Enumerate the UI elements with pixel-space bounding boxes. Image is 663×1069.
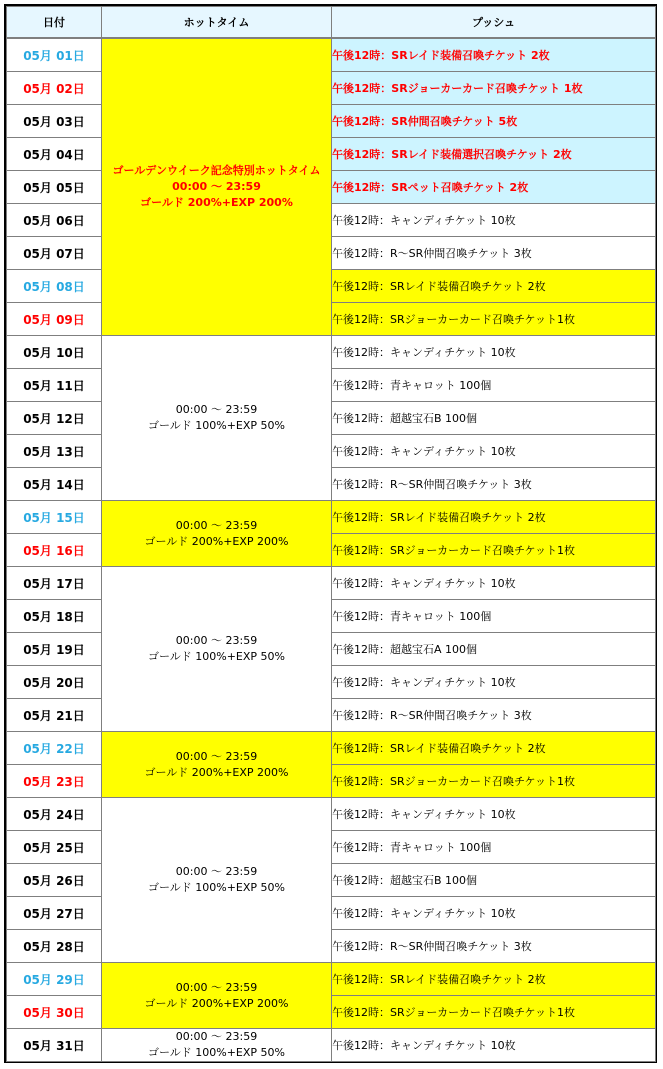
push-cell: 午後12時：R～SR仲間召喚チケット 3枚 <box>332 930 656 963</box>
header-push: プッシュ <box>332 7 656 39</box>
push-cell: 午後12時：超越宝石B 100個 <box>332 402 656 435</box>
date-cell: 05月 06日 <box>7 204 102 237</box>
hot-time-cell <box>102 38 332 336</box>
date-cell: 05月 25日 <box>7 831 102 864</box>
hot-time-line: ゴールド 200%+EXP 200% <box>144 996 289 1010</box>
date-cell: 05月 28日 <box>7 930 102 963</box>
push-cell: 午後12時：超越宝石B 100個 <box>332 864 656 897</box>
push-cell: 午後12時：青キャロット 100個 <box>332 600 656 633</box>
date-cell: 05月 30日 <box>7 996 102 1029</box>
push-cell: 午後12時：キャンディチケット 10枚 <box>332 897 656 930</box>
date-cell: 05月 02日 <box>7 72 102 105</box>
hot-time-cell <box>102 963 332 1029</box>
table-row <box>7 732 656 765</box>
hot-time-line: 00:00 ～ 23:59 <box>175 403 258 416</box>
date-cell: 05月 26日 <box>7 864 102 897</box>
date-cell: 05月 22日 <box>7 732 102 765</box>
hot-time-cell <box>102 336 332 501</box>
hot-time-line: ゴールド 100%+EXP 50% <box>147 650 285 663</box>
date-cell: 05月 01日 <box>7 38 102 72</box>
hot-time-line: ゴールド 100%+EXP 50% <box>147 419 285 432</box>
table-row <box>7 567 656 600</box>
date-cell: 05月 04日 <box>7 138 102 171</box>
push-cell: 午後12時：キャンディチケット 10枚 <box>332 567 656 600</box>
table-row <box>7 336 656 369</box>
date-cell: 05月 20日 <box>7 666 102 699</box>
hot-time-line: ゴールド 200%+EXP 200% <box>144 534 289 548</box>
date-cell: 05月 15日 <box>7 501 102 534</box>
push-cell: 午後12時：SRペット召喚チケット 2枚 <box>332 171 656 204</box>
push-cell: 午後12時：SRジョーカーカード召喚チケット1枚 <box>332 996 656 1029</box>
date-cell: 05月 29日 <box>7 963 102 996</box>
push-cell: 午後12時：SRレイド装備召喚チケット 2枚 <box>332 270 656 303</box>
hot-time-line: 00:00 ～ 23:59 <box>175 634 258 647</box>
date-cell: 05月 17日 <box>7 567 102 600</box>
date-cell: 05月 11日 <box>7 369 102 402</box>
table-row <box>7 38 656 72</box>
hot-time-cell <box>102 798 332 963</box>
date-cell: 05月 27日 <box>7 897 102 930</box>
hot-time-line: ゴールド 100%+EXP 50% <box>147 1046 285 1059</box>
date-cell: 05月 24日 <box>7 798 102 831</box>
date-cell: 05月 05日 <box>7 171 102 204</box>
hot-time-cell <box>102 501 332 567</box>
date-cell: 05月 16日 <box>7 534 102 567</box>
push-cell: 午後12時：キャンディチケット 10枚 <box>332 666 656 699</box>
table-row <box>7 501 656 534</box>
push-cell: 午後12時：SRレイド装備召喚チケット 2枚 <box>332 38 656 72</box>
push-cell: 午後12時：超越宝石A 100個 <box>332 633 656 666</box>
hot-time-line: 00:00 ～ 23:59 <box>175 980 258 994</box>
hot-time-line: ゴールド 100%+EXP 50% <box>147 881 285 894</box>
push-cell: 午後12時：SRジョーカーカード召喚チケット1枚 <box>332 534 656 567</box>
push-cell: 午後12時：R～SR仲間召喚チケット 3枚 <box>332 237 656 270</box>
date-cell: 05月 19日 <box>7 633 102 666</box>
header-hot-time: ホットタイム <box>102 7 332 39</box>
date-cell: 05月 03日 <box>7 105 102 138</box>
push-cell: 午後12時：R～SR仲間召喚チケット 3枚 <box>332 699 656 732</box>
date-cell: 05月 31日 <box>7 1029 102 1062</box>
push-cell: 午後12時：SRジョーカーカード召喚チケット1枚 <box>332 303 656 336</box>
date-cell: 05月 14日 <box>7 468 102 501</box>
date-cell: 05月 09日 <box>7 303 102 336</box>
push-cell: 午後12時：キャンディチケット 10枚 <box>332 1029 656 1062</box>
schedule-frame <box>4 4 657 1063</box>
date-cell: 05月 12日 <box>7 402 102 435</box>
push-cell: 午後12時：SRレイド装備召喚チケット 2枚 <box>332 501 656 534</box>
date-cell: 05月 21日 <box>7 699 102 732</box>
push-cell: 午後12時：SRジョーカーカード召喚チケット1枚 <box>332 765 656 798</box>
hot-time-line: 00:00 ～ 23:59 <box>172 180 261 193</box>
hot-time-line: ゴールド 200%+EXP 200% <box>140 196 293 209</box>
schedule-table <box>6 6 656 1062</box>
push-cell: 午後12時：キャンディチケット 10枚 <box>332 435 656 468</box>
hot-time-line: 00:00 ～ 23:59 <box>175 749 258 763</box>
date-cell: 05月 10日 <box>7 336 102 369</box>
push-cell: 午後12時：SR仲間召喚チケット 5枚 <box>332 105 656 138</box>
push-cell: 午後12時：青キャロット 100個 <box>332 831 656 864</box>
table-row <box>7 963 656 996</box>
table-row <box>7 1029 656 1062</box>
date-cell: 05月 07日 <box>7 237 102 270</box>
hot-time-line: ゴールデンウイーク記念特別ホットタイム <box>112 164 321 177</box>
push-cell: 午後12時：SRレイド装備召喚チケット 2枚 <box>332 732 656 765</box>
date-cell: 05月 23日 <box>7 765 102 798</box>
header-date: 日付 <box>7 7 102 39</box>
hot-time-line: 00:00 ～ 23:59 <box>175 1030 258 1043</box>
push-cell: 午後12時：SRジョーカーカード召喚チケット 1枚 <box>332 72 656 105</box>
push-cell: 午後12時：キャンディチケット 10枚 <box>332 204 656 237</box>
hot-time-line: 00:00 ～ 23:59 <box>175 518 258 532</box>
hot-time-line: ゴールド 200%+EXP 200% <box>144 765 289 779</box>
date-cell: 05月 13日 <box>7 435 102 468</box>
push-cell: 午後12時：SRレイド装備選択召喚チケット 2枚 <box>332 138 656 171</box>
schedule-body <box>7 38 656 1062</box>
push-cell: 午後12時：キャンディチケット 10枚 <box>332 336 656 369</box>
push-cell: 午後12時：SRレイド装備召喚チケット 2枚 <box>332 963 656 996</box>
push-cell: 午後12時：キャンディチケット 10枚 <box>332 798 656 831</box>
hot-time-cell <box>102 732 332 798</box>
date-cell: 05月 08日 <box>7 270 102 303</box>
push-cell: 午後12時：青キャロット 100個 <box>332 369 656 402</box>
hot-time-cell <box>102 567 332 732</box>
header-row <box>7 7 656 39</box>
hot-time-line: 00:00 ～ 23:59 <box>175 865 258 878</box>
push-cell: 午後12時：R～SR仲間召喚チケット 3枚 <box>332 468 656 501</box>
date-cell: 05月 18日 <box>7 600 102 633</box>
hot-time-cell <box>102 1029 332 1062</box>
table-row <box>7 798 656 831</box>
